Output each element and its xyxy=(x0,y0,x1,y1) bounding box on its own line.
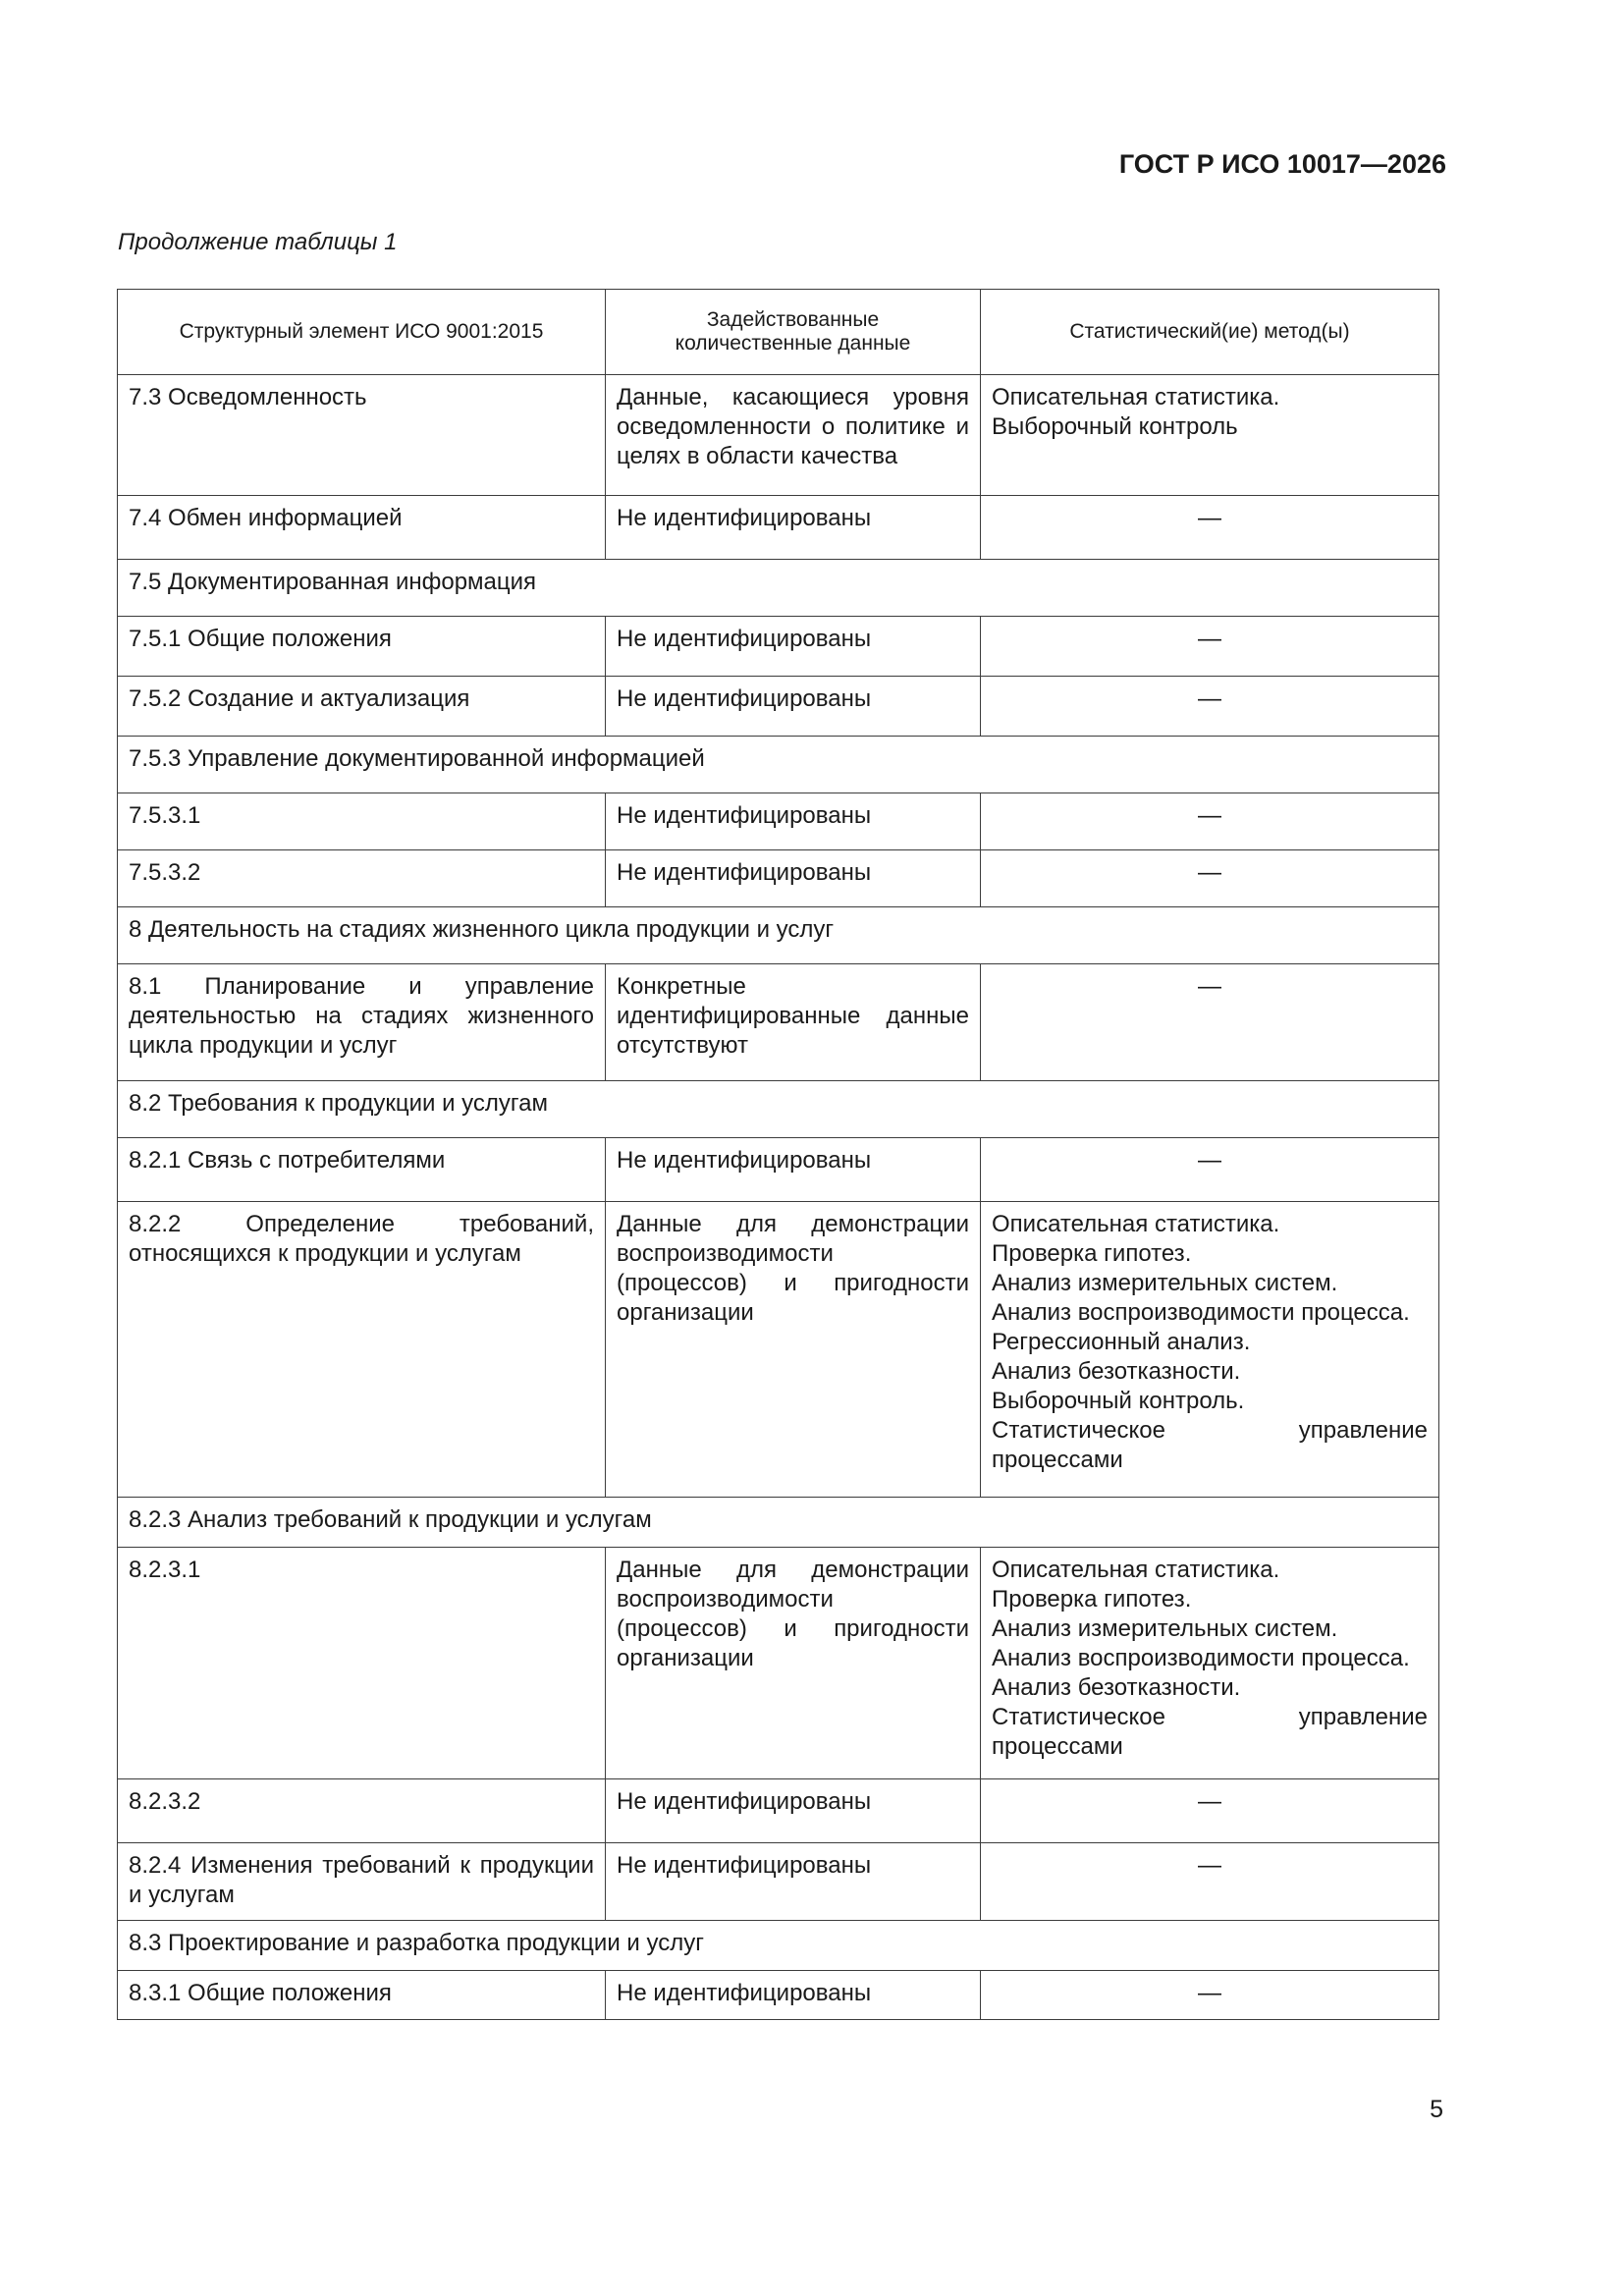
table-row xyxy=(118,677,1439,737)
section-row xyxy=(118,560,1439,617)
cell-methods xyxy=(981,964,1439,1081)
section-title: 7.5 Документированная информация xyxy=(118,560,1439,617)
cell-element: 7.5.2 Создание и актуализация xyxy=(118,677,606,737)
table-caption: Продолжение таблицы 1 xyxy=(118,229,398,255)
table-row xyxy=(118,793,1439,850)
method-item: Описательная статистика. xyxy=(992,384,1280,410)
method-item: Выборочный контроль xyxy=(992,413,1238,440)
cell-element: 8.2.4 Изменения требований к продукции и услугам xyxy=(118,1843,606,1921)
cell-data: Не идентифицированы xyxy=(606,850,981,907)
table-row xyxy=(118,1779,1439,1843)
cell-methods xyxy=(981,677,1439,737)
method-item: Анализ безотказности. xyxy=(992,1674,1241,1701)
cell-element: 8.2.2 Определение требований, относящихся к продукции и услугам xyxy=(118,1202,606,1498)
cell-methods xyxy=(981,617,1439,677)
page-number: 5 xyxy=(1430,2096,1443,2123)
table-header-row xyxy=(118,290,1439,375)
method-item: Анализ измерительных систем. xyxy=(992,1270,1338,1296)
table-row xyxy=(118,617,1439,677)
cell-data: Не идентифицированы xyxy=(606,617,981,677)
method-item: Регрессионный анализ. xyxy=(992,1329,1251,1355)
empty-dash: — xyxy=(1198,973,1221,1000)
method-item: Описательная статистика. xyxy=(992,1211,1280,1237)
table-row xyxy=(118,850,1439,907)
table-row xyxy=(118,375,1439,496)
cell-element: 8.3.1 Общие положения xyxy=(118,1971,606,2020)
table-row xyxy=(118,496,1439,560)
cell-data: Не идентифицированы xyxy=(606,496,981,560)
section-title: 8.2 Требования к продукции и услугам xyxy=(118,1081,1439,1138)
cell-data: Не идентифицированы xyxy=(606,1138,981,1202)
section-row xyxy=(118,1921,1439,1971)
empty-dash: — xyxy=(1198,505,1221,531)
cell-methods xyxy=(981,1138,1439,1202)
method-item: Описательная статистика. xyxy=(992,1557,1280,1583)
empty-dash: — xyxy=(1198,685,1221,712)
empty-dash: — xyxy=(1198,626,1221,652)
method-item: Выборочный контроль. xyxy=(992,1388,1245,1414)
method-item: Статистическое управление процессами xyxy=(992,1704,1428,1760)
cell-data: Не идентифицированы xyxy=(606,1971,981,2020)
section-row xyxy=(118,737,1439,793)
cell-element: 8.2.3.1 xyxy=(118,1548,606,1779)
cell-data: Данные, касающиеся уровня осведомленности о политике и целях в области качества xyxy=(606,375,981,496)
cell-data: Конкретные идентифицированные данные отсутствуют xyxy=(606,964,981,1081)
cell-data: Не идентифицированы xyxy=(606,1779,981,1843)
cell-element: 7.4 Обмен информацией xyxy=(118,496,606,560)
table-row xyxy=(118,1843,1439,1921)
cell-element: 8.2.3.2 xyxy=(118,1779,606,1843)
column-header-data-text: Задействованные количественные данные xyxy=(675,308,911,355)
table-row xyxy=(118,1202,1439,1498)
cell-element: 8.2.1 Связь с потребителями xyxy=(118,1138,606,1202)
table-body xyxy=(118,375,1439,2020)
cell-methods xyxy=(981,1843,1439,1921)
section-title: 7.5.3 Управление документированной информацией xyxy=(118,737,1439,793)
section-title: 8 Деятельность на стадиях жизненного цикла продукции и услуг xyxy=(118,907,1439,964)
cell-element: 7.5.3.1 xyxy=(118,793,606,850)
section-row xyxy=(118,907,1439,964)
section-title: 8.2.3 Анализ требований к продукции и услугам xyxy=(118,1498,1439,1548)
column-header-element: Структурный элемент ИСО 9001:2015 xyxy=(118,290,606,375)
section-title: 8.3 Проектирование и разработка продукции и услуг xyxy=(118,1921,1439,1971)
cell-methods xyxy=(981,375,1439,496)
section-row xyxy=(118,1081,1439,1138)
cell-methods xyxy=(981,1779,1439,1843)
cell-methods xyxy=(981,1971,1439,2020)
table-row xyxy=(118,1138,1439,1202)
method-item: Анализ безотказности. xyxy=(992,1358,1241,1385)
cell-data: Данные для демонстрации воспроизводимости (процессов) и пригодности организации xyxy=(606,1548,981,1779)
column-header-methods: Статистический(ие) метод(ы) xyxy=(981,290,1439,375)
cell-methods xyxy=(981,1548,1439,1779)
method-item: Анализ воспроизводимости процесса. xyxy=(992,1645,1410,1671)
cell-methods xyxy=(981,850,1439,907)
method-item: Анализ воспроизводимости процесса. xyxy=(992,1299,1410,1326)
cell-element: 8.1 Планирование и управление деятельностью на стадиях жизненного цикла продукции и услуг xyxy=(118,964,606,1081)
method-item: Проверка гипотез. xyxy=(992,1240,1192,1267)
cell-element: 7.5.1 Общие положения xyxy=(118,617,606,677)
method-item: Статистическое управление процессами xyxy=(992,1417,1428,1473)
column-header-data xyxy=(606,290,981,375)
empty-dash: — xyxy=(1198,859,1221,886)
empty-dash: — xyxy=(1198,802,1221,829)
cell-methods xyxy=(981,1202,1439,1498)
cell-element: 7.3 Осведомленность xyxy=(118,375,606,496)
cell-element: 7.5.3.2 xyxy=(118,850,606,907)
table-row xyxy=(118,1971,1439,2020)
cell-methods xyxy=(981,793,1439,850)
cell-data: Данные для демонстрации воспроизводимости (процессов) и пригодности организации xyxy=(606,1202,981,1498)
empty-dash: — xyxy=(1198,1852,1221,1879)
method-item: Проверка гипотез. xyxy=(992,1586,1192,1613)
cell-data: Не идентифицированы xyxy=(606,793,981,850)
cell-methods xyxy=(981,496,1439,560)
empty-dash: — xyxy=(1198,1980,1221,2006)
requirements-table xyxy=(117,289,1439,2020)
section-row xyxy=(118,1498,1439,1548)
empty-dash: — xyxy=(1198,1788,1221,1815)
standard-number: ГОСТ Р ИСО 10017—2026 xyxy=(1118,149,1446,179)
cell-data: Не идентифицированы xyxy=(606,677,981,737)
table-row xyxy=(118,964,1439,1081)
method-item: Анализ измерительных систем. xyxy=(992,1615,1338,1642)
table-row xyxy=(118,1548,1439,1779)
cell-data: Не идентифицированы xyxy=(606,1843,981,1921)
empty-dash: — xyxy=(1198,1147,1221,1174)
